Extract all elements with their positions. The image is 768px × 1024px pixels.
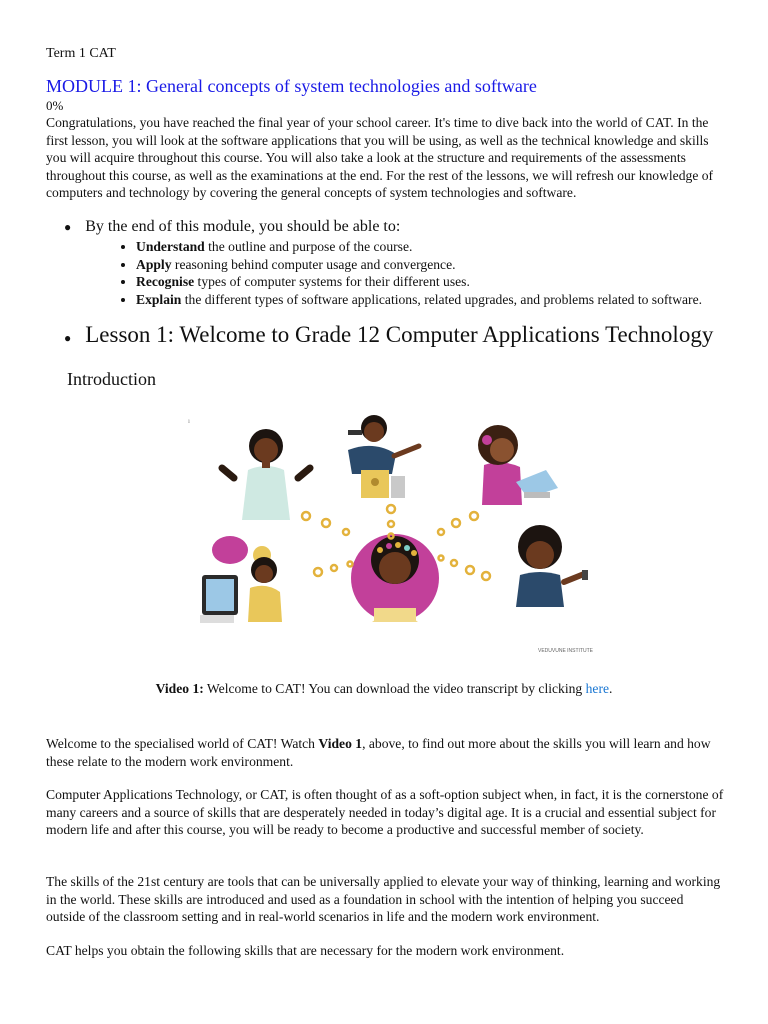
transcript-link[interactable]: here: [585, 681, 610, 696]
paragraph-cat-description: Computer Applications Technology, or CAT, is often thought of as a soft-option subject when, in fact, it is the cornerstone of many careers and a source of skills that are desperately needed in today’s digital age. It is a crucial and essential subject for modern life and after this course, you will be ready to become a productive and successful member of society.: [46, 787, 724, 837]
outcome-item: • Explain the different types of software applications, related upgrades, and problems related to software.: [136, 291, 714, 309]
person-scientist-icon: [222, 429, 310, 520]
person-center-icon: [351, 534, 439, 622]
bullet-icon: ●: [64, 220, 72, 234]
video-label: Video 1:: [155, 681, 204, 696]
lesson-heading[interactable]: [64, 322, 713, 348]
module-intro: Congratulations, you have reached the final year of your school career. It's time to dive back into the world of CAT. In the first lesson, you will look at the software applications that you will be using, as well as the technical knowledge and skills you will acquire throughout this course. You will also take a look at the structure and requirements of the assessments throughout this course, as well as the examinations at the end. For the rest of the lessons, we will refresh our knowledge of computers and technology by covering the general concepts of system technologies and software.: [46, 115, 714, 200]
outcomes-sublist: [64, 238, 714, 308]
person-chat-icon: [200, 536, 282, 623]
module-title[interactable]: MODULE 1: General concepts of system technologies and software: [46, 76, 537, 96]
paragraph-skills-intro: CAT helps you obtain the following skills that are necessary for the modern work environment.: [46, 943, 565, 958]
lesson-title: Lesson 1: Welcome to Grade 12 Computer Applications Technology: [85, 322, 714, 347]
cursor-mark: ı: [188, 417, 190, 425]
progress-indicator: 0%: [46, 98, 64, 113]
outcomes-list: [64, 218, 714, 308]
section-heading: Introduction: [67, 369, 156, 389]
term-label: Term 1 CAT: [46, 46, 116, 61]
outcome-item: • Recognise types of computer systems for their different uses.: [136, 273, 714, 291]
person-laptop-icon: [478, 425, 558, 505]
video-caption-text: Welcome to CAT! You can download the video transcript by clicking: [203, 681, 586, 696]
outcomes-lead: [64, 218, 714, 236]
paragraph-21st-century: The skills of the 21st century are tools that can be universally applied to elevate your way of thinking, learning and working in the world. These skills are introduced and used as a foundation in school with the intention of helping you succeed outside of the classroom setting and in real-world scenarios in life and the modern work environment.: [46, 874, 721, 924]
bullet-icon: ●: [64, 331, 72, 345]
video-thumbnail[interactable]: [186, 410, 616, 665]
person-phone-icon: [516, 525, 588, 607]
logo-watermark: VEDUVUNE INSTITUTE: [538, 648, 594, 654]
outcome-item: • Understand the outline and purpose of the course.: [136, 238, 714, 256]
paragraph-welcome: Welcome to the specialised world of CAT! Watch Video 1, above, to find out more about the skills you will learn and how these relate to the modern work environment.: [46, 736, 711, 769]
video-caption: Video 1: Welcome to CAT! You can download the video transcript by clicking here.: [155, 681, 613, 696]
outcomes-lead-text: By the end of this module, you should be able to:: [85, 218, 401, 235]
person-speaker-icon: [348, 415, 419, 498]
outcome-item: • Apply reasoning behind computer usage and convergence.: [136, 256, 714, 274]
